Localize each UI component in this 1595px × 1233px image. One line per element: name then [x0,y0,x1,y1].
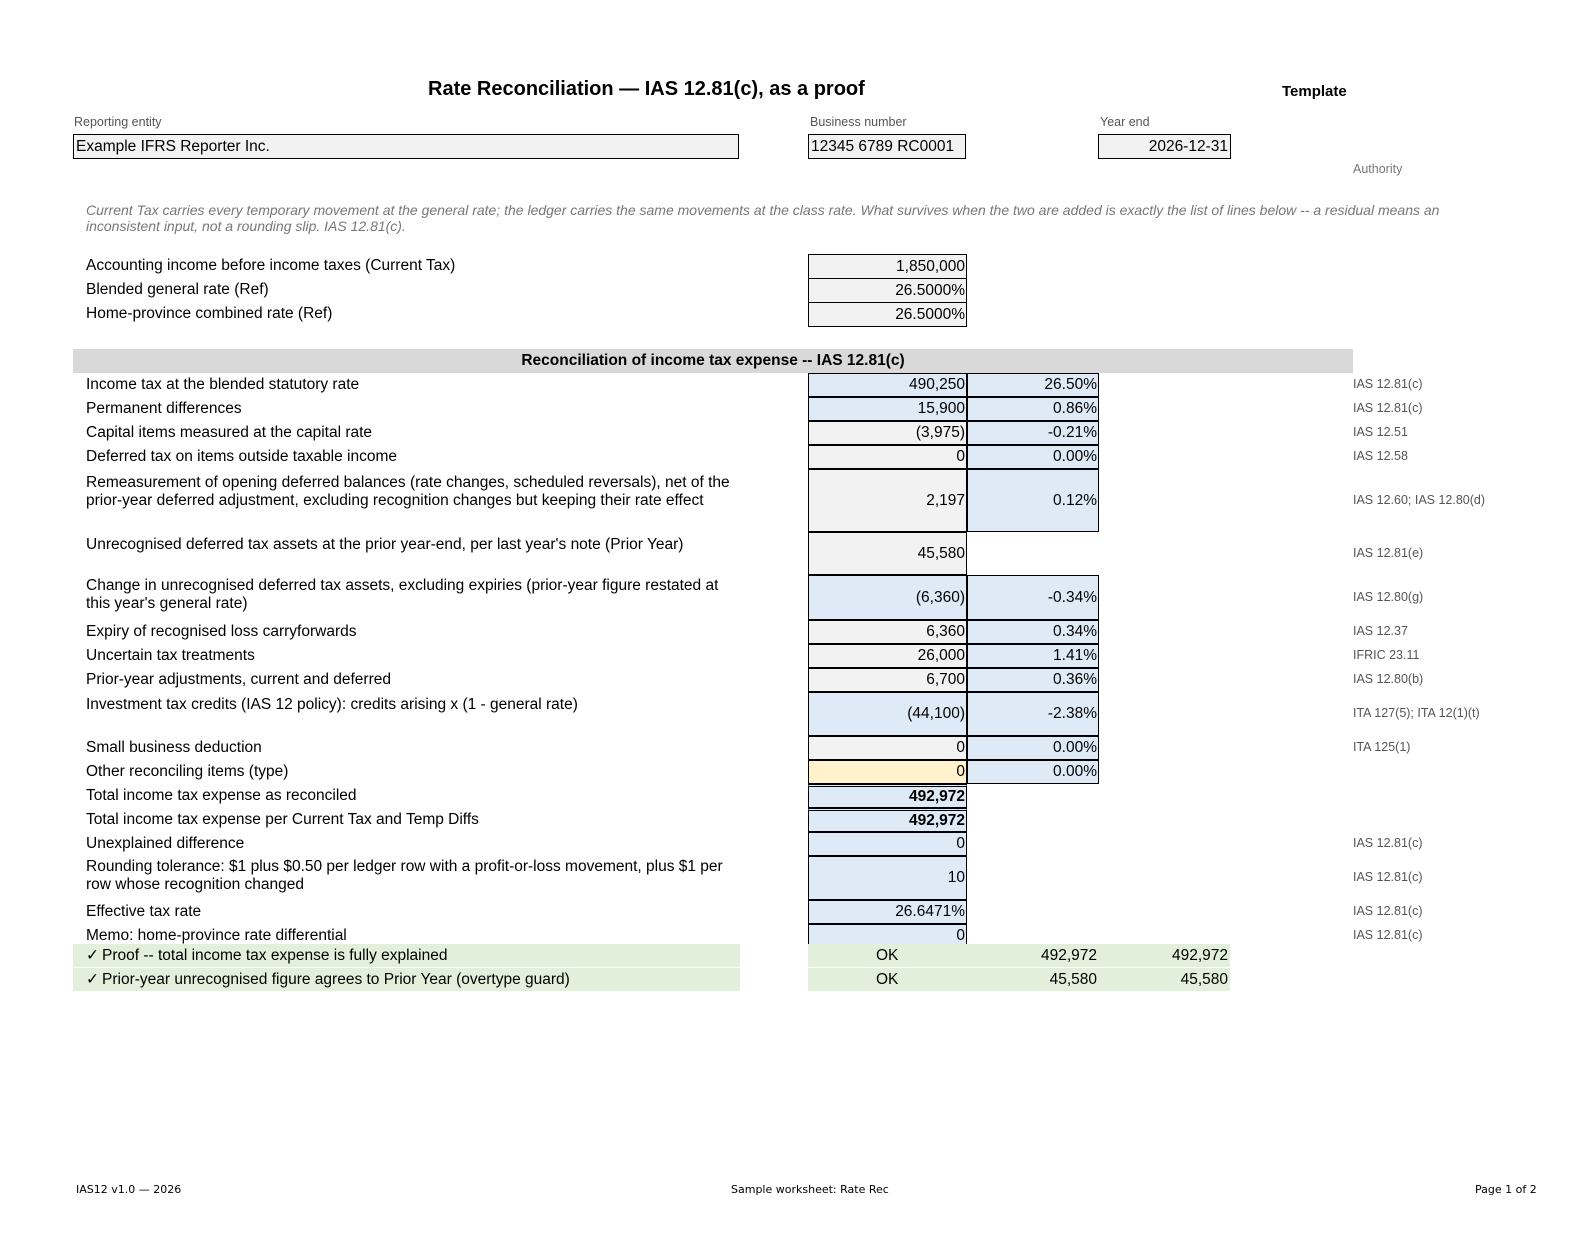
row-label: Unexplained difference [86,835,245,852]
row-reference: IAS 12.81(c) [1353,928,1423,942]
footer-center: Sample worksheet: Rate Rec [731,1183,889,1196]
input-value[interactable]: 1,850,000 [808,254,967,279]
row-reference: ITA 127(5); ITA 12(1)(t) [1353,706,1480,720]
row-percent: 26.50% [967,373,1099,397]
row-reference: IAS 12.58 [1353,449,1408,463]
row-amount: 0 [808,736,967,760]
check-value-b: 45,580 [1180,971,1228,988]
year-end-label: Year end [1100,115,1150,129]
row-reference: IAS 12.81(c) [1353,377,1423,391]
row-reference: IAS 12.81(c) [1353,836,1423,850]
entity-label: Reporting entity [74,115,162,129]
footer-left: IAS12 v1.0 — 2026 [76,1183,182,1196]
row-percent: 0.00% [967,760,1099,784]
check-label: Proof -- total income tax expense is fully explained [102,947,448,964]
row-amount: 15,900 [808,397,967,421]
footer-right: Page 1 of 2 [1475,1183,1537,1196]
row-percent: -0.34% [967,575,1099,620]
row-amount: 6,700 [808,668,967,692]
row-label: Unrecognised deferred tax assets at the prior year-end, per last year's note (Prior Year) [86,535,684,553]
row-amount: (6,360) [808,575,967,620]
explanatory-note: Current Tax carries every temporary movement at the general rate; the ledger carries the same movements at the class rate. What survives when the two are added is exactly the list of lines below -- a residual means an inconsistent input, not a rounding slip. IAS 12.81(c). [86,202,1440,234]
row-reference: IAS 12.81(c) [1353,401,1423,415]
row-label: Change in unrecognised deferred tax assets, excluding expiries (prior-year figure restated at this year's general rate) [86,577,719,612]
input-label: Blended general rate (Ref) [86,281,269,298]
row-reference: ITA 125(1) [1353,740,1411,754]
row-reference: IAS 12.81(c) [1353,870,1423,884]
row-amount: 2,197 [808,469,967,532]
row-percent: -2.38% [967,692,1099,736]
row-label: Remeasurement of opening deferred balances (rate changes, scheduled reversals), net of the prior-year deferred adjustment, excluding recognition changes but keeping their rate effect [86,473,730,509]
input-value[interactable]: 26.5000% [808,302,967,327]
row-label: Small business deduction [86,739,262,756]
row-label: Permanent differences [86,400,242,417]
row-label: Other reconciling items (type) [86,763,289,780]
row-reference: IAS 12.80(g) [1353,590,1424,604]
row-amount: 0 [808,832,967,856]
section-header: Reconciliation of income tax expense -- IAS 12.81(c) [73,349,1353,373]
row-amount: 0 [808,924,967,948]
row-label: Total income tax expense as reconciled [86,787,357,804]
row-reference: IAS 12.81(e) [1353,546,1424,560]
row-percent: 1.41% [967,644,1099,668]
row-percent: 0.00% [967,445,1099,469]
row-amount[interactable]: 0 [808,760,967,784]
row-amount: 490,250 [808,373,967,397]
business-number-label: Business number [810,115,907,129]
year-end-field[interactable]: 2026-12-31 [1098,134,1231,159]
row-label: Expiry of recognised loss carryforwards [86,623,357,640]
entity-field[interactable]: Example IFRS Reporter Inc. [73,134,739,159]
row-reference: IAS 12.81(c) [1353,904,1423,918]
check-status: OK [876,971,899,988]
page-title: Rate Reconciliation — IAS 12.81(c), as a proof [428,78,865,100]
check-value-a: 492,972 [1040,947,1097,964]
row-amount: 45,580 [808,532,967,575]
check-status: OK [876,947,899,964]
row-amount: 26.6471% [808,900,967,924]
template-badge: Template [1282,83,1347,100]
row-label: Uncertain tax treatments [86,647,255,664]
row-reference: IAS 12.80(b) [1353,672,1424,686]
row-amount: 492,972 [808,808,967,832]
input-label: Accounting income before income taxes (Current Tax) [86,257,456,274]
row-amount: (44,100) [808,692,967,736]
row-label: Rounding tolerance: $1 plus $0.50 per ledger row with a profit-or-loss movement, plus $1 per row whose recognition changed [86,858,723,893]
input-label: Home-province combined rate (Ref) [86,305,333,322]
row-amount: 0 [808,445,967,469]
row-label: Prior-year adjustments, current and deferred [86,671,391,688]
row-reference: IFRIC 23.11 [1353,648,1420,662]
check-mark-icon: ✓ [86,947,99,964]
row-percent: -0.21% [967,421,1099,445]
input-value[interactable]: 26.5000% [808,278,967,303]
row-label: Income tax at the blended statutory rate [86,376,360,393]
row-amount: 10 [808,856,967,900]
authority-header: Authority [1353,162,1403,176]
row-percent: 0.36% [967,668,1099,692]
row-amount: 26,000 [808,644,967,668]
row-reference: IAS 12.37 [1353,624,1408,638]
check-label: Prior-year unrecognised figure agrees to Prior Year (overtype guard) [102,971,570,988]
row-label: Total income tax expense per Current Tax and Temp Diffs [86,811,479,828]
row-percent: 0.86% [967,397,1099,421]
row-amount: 6,360 [808,620,967,644]
check-mark-icon: ✓ [86,971,99,988]
check-value-b: 492,972 [1171,947,1228,964]
row-reference: IAS 12.51 [1353,425,1408,439]
check-value-a: 45,580 [1049,971,1097,988]
row-percent: 0.12% [967,469,1099,532]
row-percent: 0.34% [967,620,1099,644]
row-amount: (3,975) [808,421,967,445]
row-reference: IAS 12.60; IAS 12.80(d) [1353,493,1486,507]
row-label: Effective tax rate [86,903,202,920]
row-label: Investment tax credits (IAS 12 policy): credits arising x (1 - general rate) [86,696,578,713]
row-label: Memo: home-province rate differential [86,927,347,944]
row-label: Deferred tax on items outside taxable income [86,448,398,465]
row-amount: 492,972 [808,784,967,808]
business-number-field[interactable]: 12345 6789 RC0001 [808,134,966,159]
row-label: Capital items measured at the capital rate [86,424,373,441]
row-percent: 0.00% [967,736,1099,760]
